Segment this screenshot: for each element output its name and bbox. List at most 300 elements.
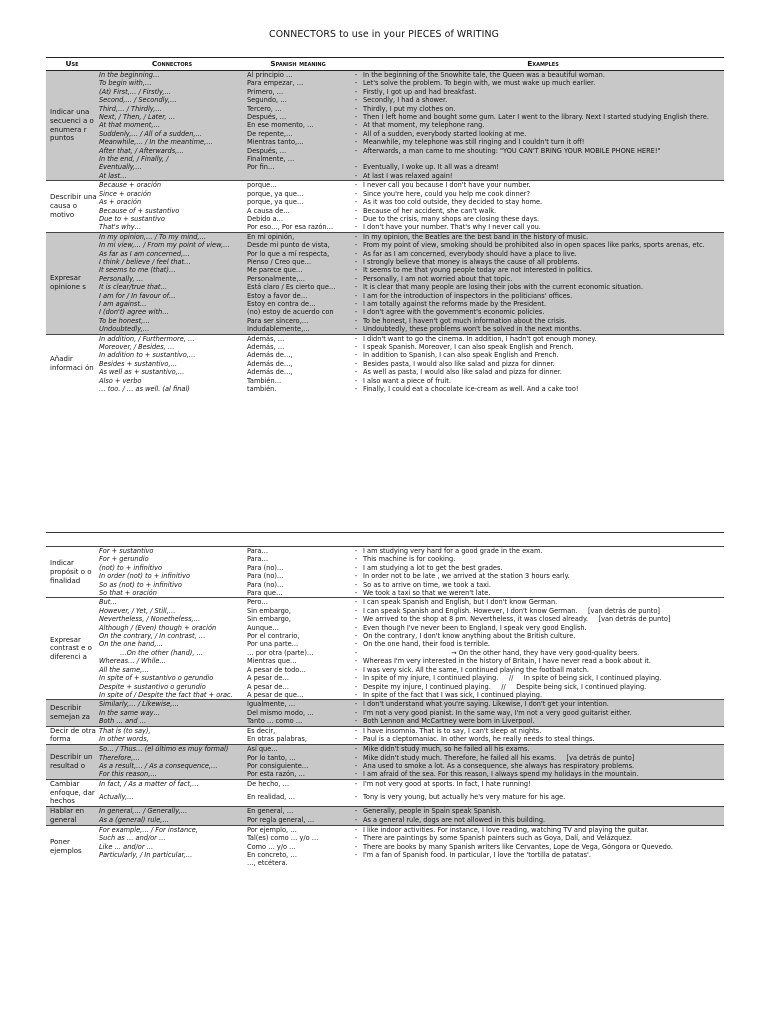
example-cell: As well as pasta, I would also like salad and pizza for dinner. — [363, 368, 562, 377]
spanish-cell: Por el contrario, — [247, 632, 300, 641]
connector-cell: Whereas… / While… — [99, 657, 167, 666]
spanish-cell: Por lo que a mí respecta, — [246, 250, 350, 258]
dash-marker: - — [354, 850, 358, 859]
example-cell: Undoubtedly, these problems won't be solved in the next months. — [362, 325, 724, 334]
connector-cell: For + gerundio — [99, 555, 149, 564]
table-row — [46, 368, 724, 376]
connector-cell: (not) to + infinitivo — [99, 563, 163, 572]
dash-marker: - — [350, 79, 362, 87]
connector-cell: It is clear/true that… — [98, 283, 246, 291]
example-cell: Meanwhile, my telephone was still ringing and I couldn't turn it off! — [362, 138, 724, 146]
table-row — [46, 607, 724, 615]
spanish-cell: Para… — [247, 555, 269, 564]
connector-cell: Eventually,… — [98, 163, 246, 171]
example-cell: Tony is very young, but actually he's very mature for his age. — [363, 792, 566, 801]
table-row — [46, 615, 724, 623]
example-cell: I like indoor activities. For instance, I love reading, watching TV and playing the guitar. — [362, 825, 724, 834]
spanish-cell: Estoy a favor de… — [246, 292, 350, 300]
spanish-cell: Para que… — [247, 589, 283, 598]
header-spanish: Spanish meaning — [246, 58, 350, 71]
table-row — [46, 207, 724, 215]
connector-cell: Next, / Then, / Later, … — [98, 113, 246, 121]
spanish-cell: Tanto … como … — [246, 717, 350, 726]
example-cell: There are paintings by some Spanish painters such as Goya, Dalí, and Velázquez. — [363, 834, 632, 843]
connector-cell: On the one hand,… — [99, 640, 164, 649]
example-cell: I didn't want to go the cinema. In addition, I hadn't got enough money. — [362, 334, 724, 343]
connector-cell: All the same,… — [99, 665, 149, 674]
connector-cell: As far as I am concerned,… — [98, 250, 246, 258]
spanish-cell: También… — [247, 376, 282, 385]
example-cell: I am afraid of the sea. For this reason, I always spend my holidays in the mountain. — [362, 770, 724, 779]
example-cell: Ana used to smoke a lot. As a consequence, she always has respiratory problems. — [362, 762, 724, 770]
dash-marker: - — [354, 214, 358, 223]
spanish-cell: Por ejemplo, … — [246, 825, 350, 834]
use-cell: Describir un resultad o — [46, 745, 98, 780]
connector-cell: Because + oración — [98, 181, 246, 190]
dash-marker: - — [350, 300, 362, 308]
connector-cell: Actually,… — [99, 792, 134, 801]
table-row — [46, 105, 724, 113]
example-cell: Generally, people in Spain speak Spanish. — [362, 807, 724, 816]
table-row — [46, 762, 724, 770]
spanish-cell: Así que… — [246, 745, 350, 754]
example-cell: I'm not a very good pianist. In the same way, I'm not a very good guitarist either. — [362, 709, 724, 717]
spanish-cell: En ese momento, … — [246, 121, 350, 129]
table-row — [46, 691, 724, 700]
example-cell: I'm a fan of Spanish food. In particular, I love the 'tortilla de patatas'. — [363, 850, 591, 859]
example-cell: I am for the introduction of inspectors in the politicians' offices. — [362, 292, 724, 300]
spanish-cell: Sin embargo, — [247, 606, 291, 615]
connector-cell: Nevertheless, / Nonetheless,… — [99, 615, 201, 624]
spanish-cell: Tercero, … — [246, 105, 350, 113]
dash-marker: - — [350, 275, 362, 283]
spanish-cell: Mientras tanto,… — [246, 138, 350, 146]
use-cell: Expresar opinione s — [46, 232, 98, 334]
connector-cell: Such as … and/or … — [99, 834, 166, 843]
dash-marker: - — [354, 368, 358, 377]
connector-cell: However, / Yet, / Still,… — [99, 606, 176, 615]
connector-cell: Also + verbo — [99, 376, 142, 385]
table-row — [46, 325, 724, 334]
table-row — [46, 674, 724, 682]
use-cell: Cambiar enfoque, dar hechos — [46, 779, 98, 806]
spanish-cell — [246, 172, 350, 181]
dash-marker: - — [354, 648, 358, 657]
example-cell: Paul is a cleptomaniac. In other words, he really needs to steal things. — [363, 735, 595, 744]
connector-cell: I (don't) agree with… — [98, 308, 246, 316]
example-cell: Mike didn't study much. Therefore, he failed all his exams. [va detrás de punto] — [362, 754, 724, 762]
dash-marker: - — [354, 665, 358, 674]
table-row — [46, 232, 724, 241]
dash-marker: - — [350, 816, 362, 825]
dash-marker: - — [350, 232, 362, 241]
spanish-cell: Segundo, … — [246, 96, 350, 104]
dash-marker: - — [350, 779, 362, 793]
table-row — [46, 666, 724, 674]
page-title: CONNECTORS to use in your PIECES of WRITING — [269, 29, 499, 40]
example-cell: I'm not very good at sports. In fact, I hate running! — [362, 779, 724, 793]
table-row — [46, 181, 724, 190]
example-cell: I speak Spanish. Moreover, I can also speak English and French. — [363, 343, 574, 351]
table-row — [46, 572, 724, 580]
spanish-cell: Para (no)… — [247, 563, 284, 572]
connector-cell: In general,… / Generally,… — [98, 807, 246, 816]
connector-cell: On the contrary, / In contrast, … — [99, 632, 206, 641]
connector-cell: Although / (Even) though + oración — [99, 623, 217, 632]
spanish-cell: Además de…, — [247, 368, 293, 377]
spanish-cell: Después, … — [246, 113, 350, 121]
use-cell: Hablar en general — [46, 807, 98, 826]
dash-marker: - — [354, 343, 358, 351]
table-row — [46, 334, 724, 343]
spanish-cell: A causa de… — [247, 206, 290, 215]
example-cell: Despite my injure, I continued playing. // Despite being sick, I continued playing. — [363, 682, 647, 691]
spanish-cell: Mientras que… — [247, 657, 297, 666]
connector-cell: As well as + sustantivo,… — [99, 368, 185, 377]
spanish-cell: porque, ya que… — [247, 189, 304, 198]
example-cell: In spite of the fact that I was sick, I continued playing. — [363, 690, 543, 699]
connector-cell: Therefore,… — [98, 754, 246, 762]
example-cell: Personally, I am not worried about that topic. — [362, 275, 724, 283]
dash-marker: - — [354, 359, 358, 368]
dash-marker: - — [350, 308, 362, 316]
dash-marker: - — [350, 807, 362, 816]
connector-cell: Third,… / Thirdly,… — [98, 105, 246, 113]
header-examples: Examples — [362, 58, 724, 71]
example-cell: Firstly, I got up and had breakfast. — [362, 88, 724, 96]
dash-marker: - — [354, 674, 358, 683]
table-row — [46, 547, 724, 556]
spanish-cell: Por fin… — [246, 163, 350, 171]
example-cell: Eventually, I woke up. It all was a dream! — [362, 163, 724, 171]
connector-cell: Meanwhile,… / In the meantime,… — [98, 138, 246, 146]
table-row — [46, 198, 724, 206]
dash-marker: - — [350, 113, 362, 121]
spanish-cell: Tal(es) como … y/o … — [247, 834, 319, 843]
spanish-cell: Para empezar, … — [246, 79, 350, 87]
dash-marker: - — [350, 88, 362, 96]
table-row — [46, 147, 724, 155]
table-row — [46, 555, 724, 563]
spanish-cell: Por esta razón, … — [246, 770, 350, 779]
spanish-cell: En realidad, … — [247, 792, 295, 801]
example-cell: We arrived to the shop at 8 pm. Nevertheless, it was closed already. [van detrás de punto] — [363, 615, 671, 624]
spanish-cell: Primero, … — [246, 88, 350, 96]
dash-marker: - — [354, 792, 358, 801]
dash-marker: - — [350, 258, 362, 266]
example-cell: There are books by many Spanish writers like Cervantes, Lope de Vega, Góngora or Quevedo. — [363, 842, 673, 851]
table-row — [46, 215, 724, 223]
dash-marker: - — [350, 96, 362, 104]
table-row — [46, 113, 724, 121]
example-cell: → On the other hand, they have very good-quality beers. — [363, 648, 640, 657]
connector-cell: To be honest,… — [98, 317, 246, 325]
example-cell: Since you're here, could you help me cook dinner? — [363, 189, 531, 198]
table-row — [46, 223, 724, 232]
table-row — [46, 770, 724, 779]
spanish-cell: Además de…, — [247, 351, 293, 360]
connector-cell: So that + oración — [99, 589, 157, 598]
connector-cell: As a (general) rule,… — [98, 816, 246, 825]
table-row — [46, 825, 724, 834]
table-row — [46, 793, 724, 807]
table-row — [46, 317, 724, 325]
spanish-cell: Estoy en contra de… — [246, 300, 350, 308]
table-row — [46, 834, 724, 842]
table-row — [46, 598, 724, 607]
dash-marker: - — [354, 198, 358, 207]
connector-cell: (At) First,… / Firstly,… — [98, 88, 246, 96]
connector-cell: Particularly, / In particular,… — [99, 850, 193, 859]
example-cell: I don't have your number. That's why I never call you. — [363, 223, 541, 232]
dash-marker: - — [350, 250, 362, 258]
example-cell: As it was too cold outside, they decided to stay home. — [363, 198, 543, 207]
connector-cell: For this reason,… — [98, 770, 246, 779]
example-cell: I don't agree with the government's economic policies. — [362, 308, 724, 316]
dash-marker: - — [350, 709, 362, 717]
spanish-cell: Del mismo modo, … — [246, 709, 350, 717]
use-cell: Describir una causa o motivo — [46, 181, 98, 232]
table-row — [46, 700, 724, 709]
example-cell: This machine is for cooking. — [363, 555, 456, 564]
dash-marker: - — [350, 266, 362, 274]
connector-cell: For example,… / For instance, — [98, 825, 246, 834]
table-row — [46, 385, 724, 393]
example-cell: Mike didn't study much, so he failed all his exams. — [362, 745, 724, 754]
connector-cell: But… — [98, 598, 246, 607]
dash-marker: - — [350, 700, 362, 709]
example-cell: At last I was relaxed again! — [362, 172, 724, 181]
connector-cell: In spite of / Despite the fact that + orac. — [99, 690, 233, 699]
spanish-cell: Pienso / Creo que… — [246, 258, 350, 266]
connector-cell: In my opinion,… / To my mind,… — [98, 232, 246, 241]
dash-marker: - — [354, 632, 358, 641]
dash-marker: - — [350, 241, 362, 249]
table-row — [46, 640, 724, 648]
dash-marker: - — [354, 572, 358, 581]
table-row — [46, 266, 724, 274]
connector-cell: In the end, / Finally, / — [98, 155, 246, 163]
spanish-cell: En mi opinión, — [246, 232, 350, 241]
example-cell: In spite of my injure, I continued playing. // In spite of being sick, I continued playing. — [363, 674, 662, 683]
spanish-cell: porque, ya que… — [247, 198, 304, 207]
dash-marker: - — [354, 615, 358, 624]
table-row — [46, 649, 724, 657]
table-row — [46, 683, 724, 691]
use-cell: Añadir informaci ón — [46, 334, 98, 393]
dash-marker: - — [350, 71, 362, 80]
dash-marker: - — [350, 726, 362, 735]
use-cell: Expresar contrast e o diferenci a — [46, 598, 98, 700]
example-cell: I can speak Spanish and English. However, I don't know German. [van detrás de punto] — [363, 606, 660, 615]
connector-cell: I think / believe / feel that… — [98, 258, 246, 266]
table-row — [46, 859, 724, 867]
connector-cell: In spite of + sustantivo o gerundio — [99, 674, 214, 683]
spanish-cell: Es decir, — [246, 726, 350, 735]
example-cell: Even though I've never been to England, I speak very good English. — [363, 623, 587, 632]
spanish-cell: porque… — [246, 181, 350, 190]
example-cell: We took a taxi so that we weren't late. — [363, 589, 491, 598]
table-row — [46, 754, 724, 762]
dash-marker: - — [354, 640, 358, 649]
example-cell: Then I left home and bought some gum. Later I went to the library. Next I started studying English there. — [362, 113, 724, 121]
connector-cell: In other words, — [99, 735, 149, 744]
connector-cell: Undoubtedly,… — [98, 325, 246, 334]
spanish-cell: Finalmente, … — [246, 155, 350, 163]
connector-cell: …On the other (hand), … — [99, 648, 204, 657]
table-row — [46, 241, 724, 249]
dash-marker: - — [350, 325, 362, 334]
table-row — [46, 275, 724, 283]
divider — [46, 532, 724, 533]
spanish-cell: …, etcétera. — [247, 859, 288, 868]
connector-cell: Suddenly,… / All of a sudden,… — [98, 130, 246, 138]
table-row — [46, 717, 724, 726]
dash-marker: - — [354, 376, 358, 385]
spanish-cell: Al principio … — [246, 71, 350, 80]
example-cell: Finally, I could eat a chocolate ice-cream as well. And a cake too! — [363, 385, 579, 394]
dash-marker: - — [354, 563, 358, 572]
table-row — [46, 163, 724, 171]
table-row — [46, 657, 724, 665]
spanish-cell: Me parece que… — [246, 266, 350, 274]
dash-marker: - — [354, 589, 358, 598]
example-cell: From my point of view, smoking should be prohibited also in open spaces like parks, sports arenas, etc. — [362, 241, 724, 249]
connector-cell: In order (not) to + infinitivo — [99, 572, 191, 581]
example-cell — [362, 859, 724, 867]
connector-cell: In the same way… — [98, 709, 246, 717]
use-cell: Poner ejemplos — [46, 825, 98, 868]
dash-marker: - — [350, 163, 362, 171]
example-cell: I never call you because I don't have your number. — [362, 181, 724, 190]
connector-cell: At that moment,… — [98, 121, 246, 129]
example-cell: To be honest, I haven't got much information about the crisis. — [362, 317, 724, 325]
table-row — [46, 308, 724, 316]
spanish-cell: Además de…, — [247, 359, 293, 368]
connector-cell: It seems to me (that)… — [98, 266, 246, 274]
table-row — [46, 360, 724, 368]
dash-marker: - — [354, 606, 358, 615]
connector-cell: In addition to + sustantivo,… — [99, 351, 196, 360]
example-cell: I don't understand what you're saying. Likewise, I don't get your intention. — [362, 700, 724, 709]
dash-marker: - — [354, 580, 358, 589]
connector-cell: Since + oración — [99, 189, 152, 198]
connector-cell: Despite + sustantivo o gerundio — [99, 682, 206, 691]
example-cell: I am studying a lot to get the best grades. — [363, 563, 503, 572]
use-cell: Indicar propósit o o finalidad — [46, 547, 98, 598]
dash-marker: - — [350, 598, 362, 607]
connector-cell: At last… — [98, 172, 246, 181]
table-row — [46, 250, 724, 258]
table-row — [46, 172, 724, 181]
example-cell: Secondly, I had a shower. — [362, 96, 724, 104]
dash-marker: - — [354, 682, 358, 691]
spanish-cell: Igualmente, … — [246, 700, 350, 709]
spanish-cell: Para ser sincero,… — [246, 317, 350, 325]
dash-marker: - — [350, 105, 362, 113]
spanish-cell: también. — [247, 385, 277, 394]
example-cell: It is clear that many people are losing their jobs with the current economic situation. — [362, 283, 724, 291]
spanish-cell: Por lo tanto, … — [246, 754, 350, 762]
spanish-cell: Pero… — [246, 598, 350, 607]
table-row — [46, 709, 724, 717]
connector-cell: In the beginning… — [98, 71, 246, 80]
spanish-cell: A pesar de… — [247, 674, 289, 683]
spanish-cell: A pesar de todo… — [247, 665, 306, 674]
connector-cell: Both … and … — [98, 717, 246, 726]
spanish-cell: … por otra (parte)… — [247, 648, 314, 657]
use-cell: Indicar una secuenci a o enumera r puntos — [46, 71, 98, 181]
table-row — [46, 779, 724, 793]
dash-marker: - — [350, 825, 362, 834]
example-cell: As far as I am concerned, everybody should have a place to live. — [362, 250, 724, 258]
example-cell: In the beginning of the Snowhite tale, the Queen was a beautiful woman. — [362, 71, 724, 80]
connector-cell: To begin with,… — [98, 79, 246, 87]
dash-marker — [350, 155, 362, 163]
example-cell: I am totally against the reforms made by the President. — [362, 300, 724, 308]
example-cell: Thirdly, I put my clothes on. — [362, 105, 724, 113]
header-connectors: Connectors — [98, 58, 246, 71]
table-row — [46, 726, 724, 735]
table-row — [46, 589, 724, 598]
connector-cell: As a result,… / As a consequence,… — [98, 762, 246, 770]
table-row — [46, 79, 724, 87]
spanish-cell: (no) estoy de acuerdo con — [246, 308, 350, 316]
example-cell: I was very sick. All the same, I continued playing the football match. — [363, 665, 589, 674]
spanish-cell: Personalmente,… — [246, 275, 350, 283]
connector-cell: So… / Thus… (el último es muy formal) — [98, 745, 246, 754]
table-row — [46, 283, 724, 291]
connector-cell: That's why… — [99, 223, 142, 232]
dash-marker: - — [354, 223, 358, 232]
dash-marker: - — [350, 547, 362, 556]
example-cell: On the contrary, I don't know anything about the British culture. — [363, 632, 576, 641]
dash-marker: - — [350, 172, 362, 181]
dash-marker: - — [354, 189, 358, 198]
connector-cell: In mi view,… / From my point of view,… — [98, 241, 246, 249]
spanish-cell: Por eso…, Por esa razón… — [247, 223, 334, 232]
spanish-cell: Por consiguiente… — [246, 762, 350, 770]
spanish-cell: Indudablemente,… — [246, 325, 350, 334]
spanish-cell: Después, … — [246, 147, 350, 155]
spanish-cell: Por una parte… — [247, 640, 299, 649]
dash-marker: - — [350, 334, 362, 343]
connector-cell: For + sustantivo — [98, 547, 246, 556]
table-row — [46, 377, 724, 385]
table-row — [46, 343, 724, 351]
example-cell: Let's solve the problem. To begin with, we must wake up much earlier. — [362, 79, 724, 87]
table-row — [46, 624, 724, 632]
spanish-cell: En concreto, … — [247, 850, 297, 859]
connector-cell: Because of + sustantivo — [99, 206, 180, 215]
dash-marker: - — [354, 842, 358, 851]
example-cell: In order not to be late , we arrived at the station 3 hours early. — [363, 572, 570, 581]
table-row — [46, 851, 724, 859]
dash-marker: - — [350, 121, 362, 129]
table-row — [46, 155, 724, 163]
dash-marker: - — [354, 351, 358, 360]
connectors-table-2 — [46, 546, 724, 868]
example-cell: I have insomnia. That is to say, I can't sleep at nights. — [362, 726, 724, 735]
dash-marker: - — [350, 181, 362, 190]
example-cell: So as to arrive on time, we took a taxi. — [363, 580, 491, 589]
table-row — [46, 121, 724, 129]
dash-marker: - — [350, 283, 362, 291]
table-row — [46, 843, 724, 851]
table-row — [46, 807, 724, 816]
table-row — [46, 735, 724, 744]
spanish-cell: Desde mi punto de vista, — [246, 241, 350, 249]
